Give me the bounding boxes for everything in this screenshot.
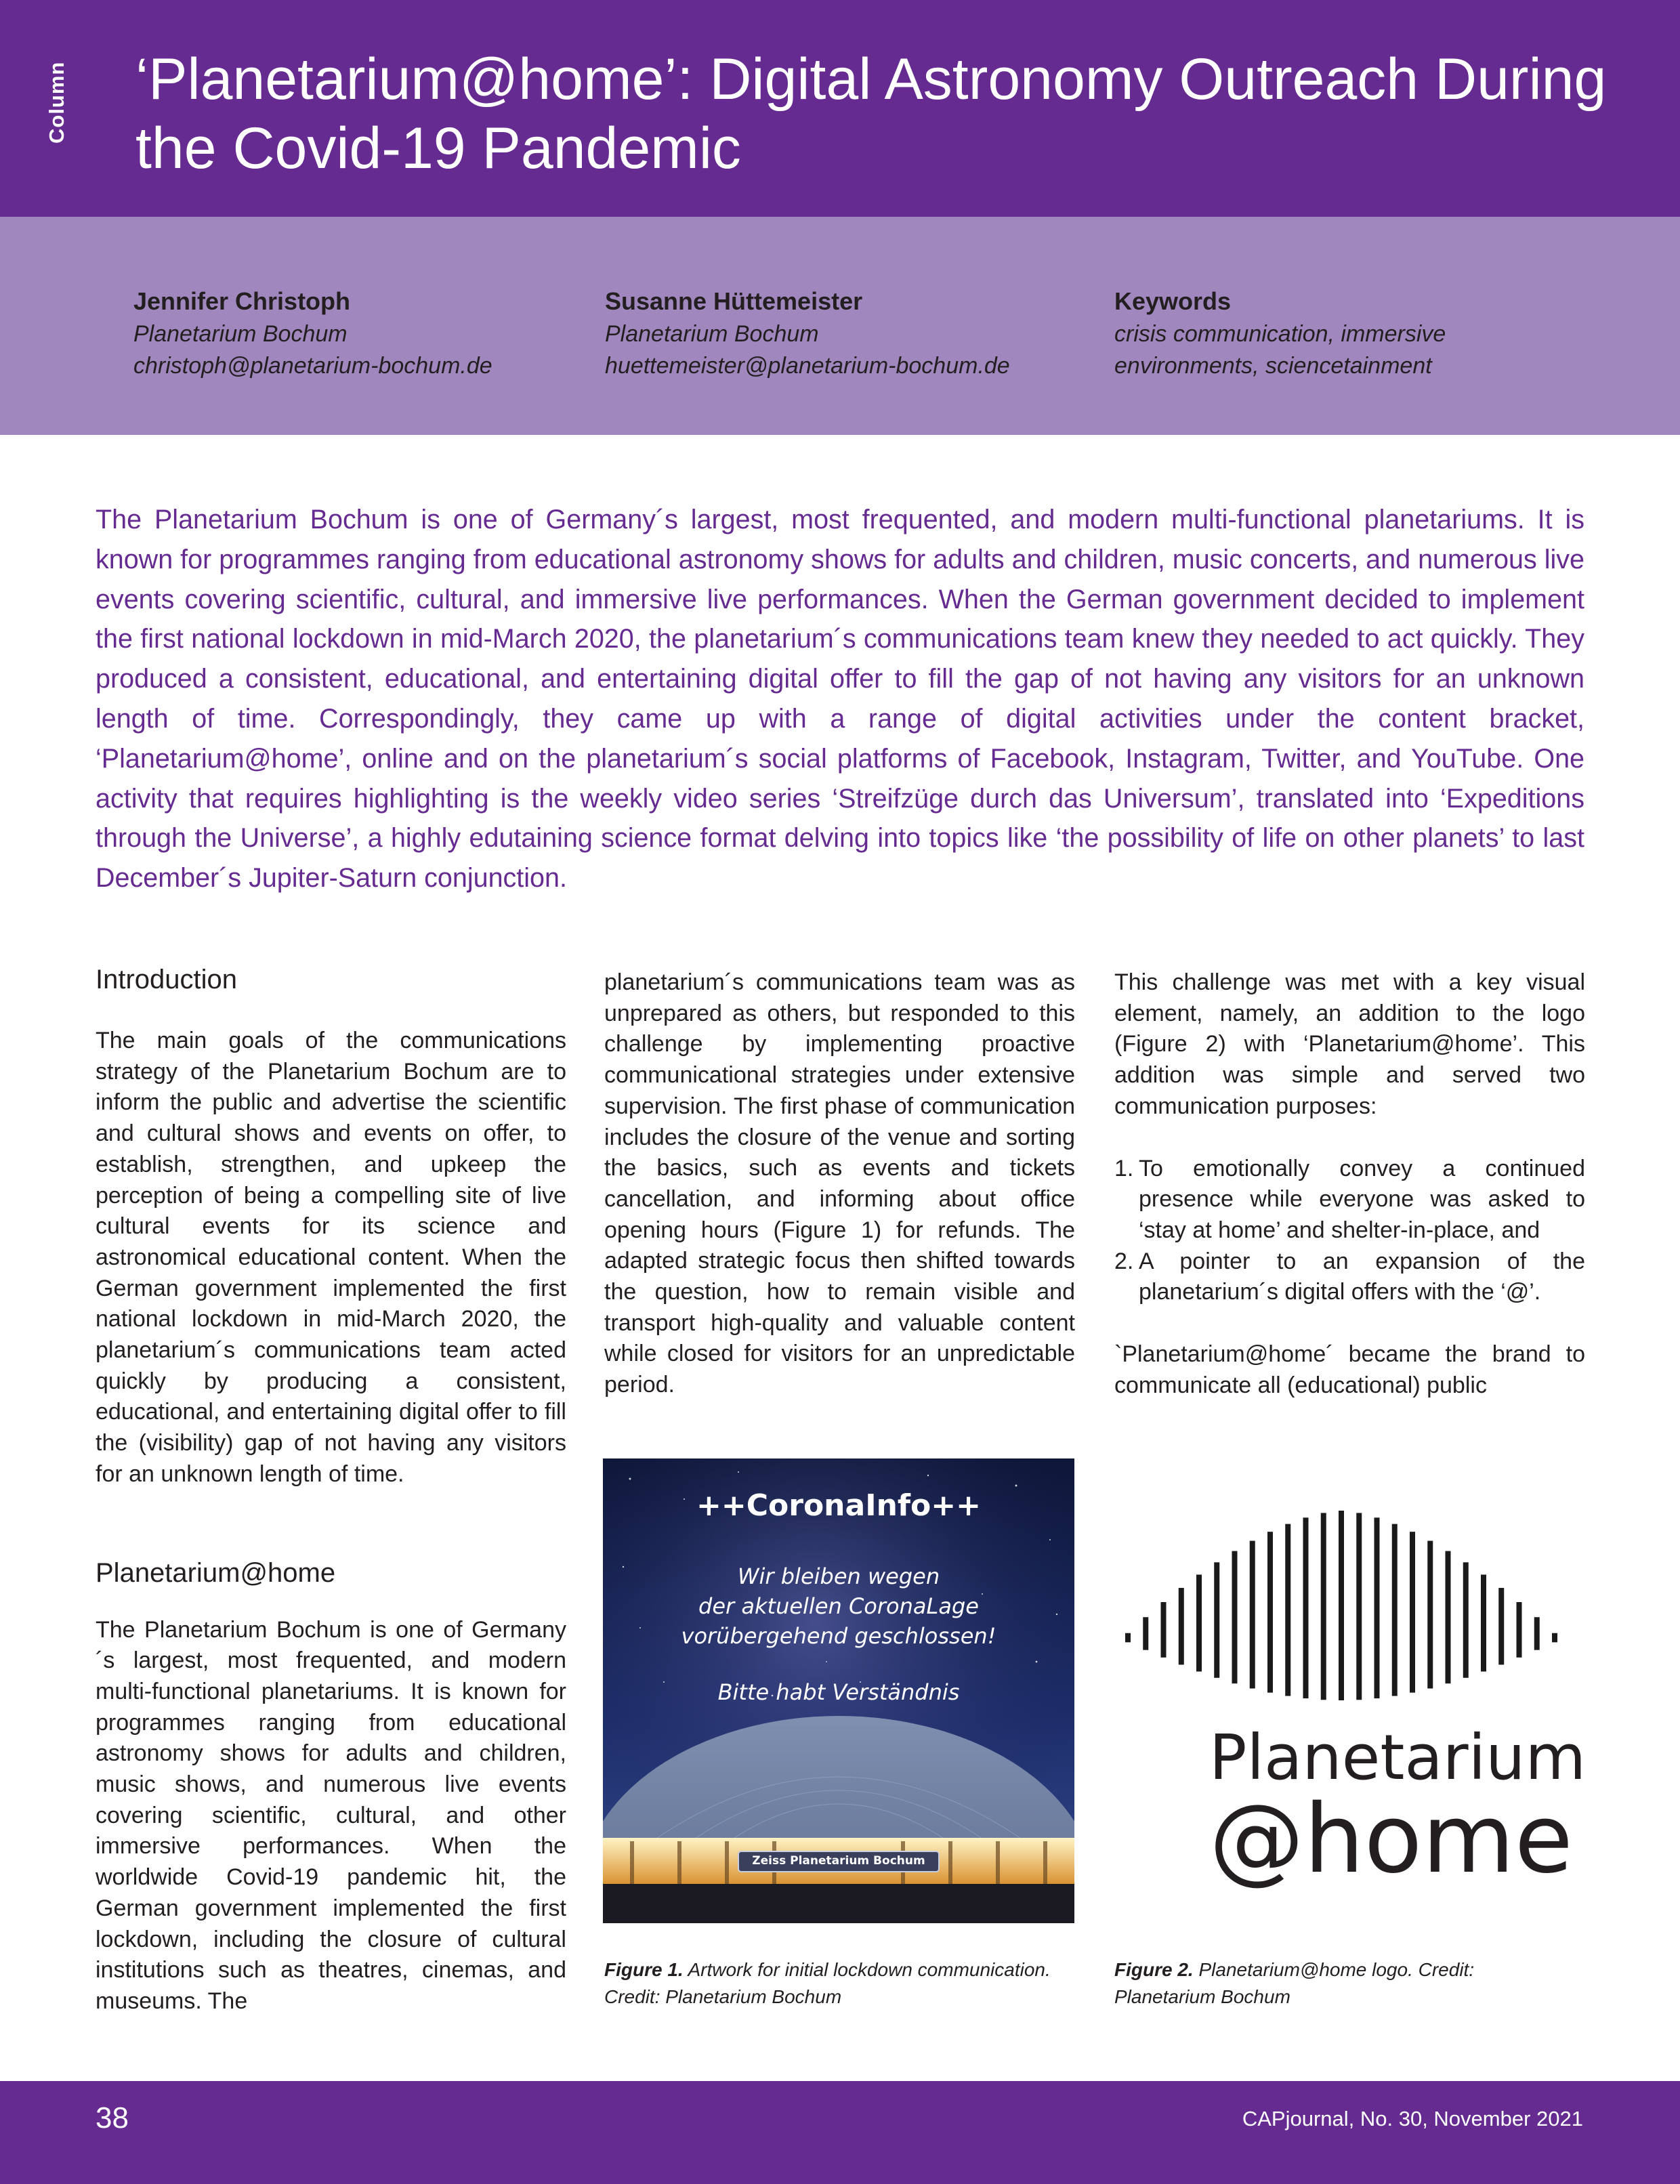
logo-bar [1427, 1541, 1433, 1689]
paragraph: planetarium´s communications team was as unprepared as others, but responded to this challenge by implementing proactive communicational strategies under extensive supervision. The first phase of communication includes the closure of the venue and sorting the basics, such as events and tickets cancellation, and informing about office opening hours (Figure 1) for refunds. The adapted strategic focus then shifted towards the question, how to remain visible and transport high-quality and valuable content while closed for visitors for an unpredictable period. [604, 969, 1075, 1398]
logo-bar [1463, 1562, 1469, 1677]
logo-bar [1179, 1588, 1184, 1664]
logo-bar [1552, 1633, 1557, 1643]
logo-bar [1143, 1617, 1148, 1650]
author-email: huettemeister@planetarium-bochum.de [605, 353, 1010, 379]
paragraph: This challenge was met with a key visual element, namely, an addition to the logo (Figure 2) with ‘Planetarium@home’. This addition was simple and served two communication purposes: [1114, 969, 1585, 1119]
paragraph: `Planetarium@home´ became the brand to communicate all (educational) public [1114, 1341, 1585, 1398]
caption-label: Figure 2. [1114, 1959, 1194, 1980]
logo-bar [1214, 1562, 1219, 1677]
logo-bar [1232, 1551, 1238, 1684]
logo-bar [1161, 1602, 1167, 1658]
list-item [1114, 1246, 1585, 1308]
list-item [1114, 1154, 1585, 1246]
logo-bar [1392, 1524, 1398, 1696]
keywords-line-1: crisis communication, immersive [1114, 321, 1446, 347]
logo-bar [1339, 1511, 1344, 1700]
column-3 [1114, 967, 1585, 1401]
logo-home [1209, 1784, 1573, 1895]
abstract: The Planetarium Bochum is one of Germany´s largest, most frequented, and modern multi-functional planetariums. It is known for programmes ranging from educational astronomy shows for adults and children, music concerts, and numerous live events covering scientific, cultural, and immersive live performances. When the German government decided to implement the first national lockdown in mid-March 2020, the planetarium´s communications team knew they needed to act quickly. They produced a consistent, educational, and entertaining digital offer to fill the gap of not having any visitors for an unknown length of time. Correspondingly, they came up with a range of digital activities under the content bracket, ‘Planetarium@home’, online and on the planetarium´s social platforms of Facebook, Instagram, Twitter, and YouTube. One activity that requires highlighting is the weekly video series ‘Streifzüge durch das Universum’, translated into ‘Expeditions through the Universe’, a highly edutaining science format delving into topics like ‘the possibility of life on other planets’ to last December´s Jupiter-Saturn conjunction. [96, 505, 1584, 894]
author-affiliation: Planetarium Bochum [605, 321, 819, 347]
figure-1-message-line: der aktuellen CoronaLage [698, 1593, 979, 1619]
list-number: 1. [1114, 1155, 1134, 1181]
list-number: 2. [1114, 1248, 1134, 1274]
article-title: ‘Planetarium@home’: Digital Astronomy Outreach During the Covid-19 Pandemic [135, 47, 1607, 181]
caption-label: Figure 1. [604, 1959, 684, 1980]
logo-bar [1285, 1524, 1290, 1696]
author-name: Jennifer Christoph [133, 287, 351, 315]
logo-bar [1410, 1532, 1415, 1692]
figure-1-headline: ++CoronaInfo++ [696, 1488, 981, 1523]
keywords-line-2: environments, sciencetainment [1114, 353, 1432, 379]
purpose-list [1114, 1154, 1585, 1309]
author-email: christoph@planetarium-bochum.de [133, 353, 492, 379]
figure-1-image [603, 1458, 1074, 1923]
logo-bar [1321, 1513, 1326, 1700]
logo-bar [1374, 1517, 1380, 1698]
journal-info: CAPjournal, No. 30, November 2021 [1242, 2107, 1583, 2130]
keywords-label: Keywords [1114, 287, 1232, 315]
column-1 [96, 963, 566, 2017]
keywords-block [1114, 285, 1446, 382]
figure-2-caption [1114, 1956, 1521, 2011]
list-text: A pointer to an expansion of the planetarium´s digital offers with the ‘@’. [1139, 1248, 1585, 1305]
author-1 [133, 285, 492, 382]
caption-text: Artwork for initial lockdown communication. Credit: Planetarium Bochum [604, 1959, 1051, 2007]
figure-2-logo [1114, 1497, 1587, 1895]
list-text: To emotionally convey a continued presence while everyone was asked to ‘stay at home’ and shelter-in-place, and [1139, 1155, 1585, 1243]
logo-bar [1517, 1602, 1522, 1658]
column-2 [604, 967, 1075, 1401]
figure-1-caption [604, 1956, 1078, 2011]
logo-dome-bars [1114, 1497, 1568, 1714]
figure-1-message [603, 1561, 1074, 1651]
logo-bar [1498, 1588, 1504, 1664]
logo-bar [1125, 1633, 1131, 1643]
section-heading-planetarium-home: Planetarium@home [96, 1557, 336, 1588]
column-tag: Column [45, 61, 68, 144]
page-number: 38 [96, 2101, 129, 2135]
logo-bar [1356, 1513, 1362, 1700]
logo-bar [1250, 1541, 1255, 1689]
logo-bar [1196, 1574, 1202, 1671]
caption-text: Planetarium@home logo. Credit: Planetarium Bochum [1114, 1959, 1475, 2007]
author-2 [605, 285, 1010, 382]
author-name: Susanne Hüttemeister [605, 287, 863, 315]
logo-at-sign: @ [1209, 1784, 1304, 1895]
title-banner [0, 0, 1680, 217]
figure-1-sign: Zeiss Planetarium Bochum [752, 1854, 925, 1868]
figure-1-message-line: vorübergehend geschlossen! [681, 1623, 996, 1649]
logo-bar [1534, 1617, 1540, 1650]
logo-bar [1303, 1517, 1309, 1698]
paragraph: The Planetarium Bochum is one of Germany´s largest, most frequented, and modern multi-functional planetariums. It is known for programmes ranging from educational astronomy shows for adults and children, music shows, and numerous live events covering scientific, cultural, and other immersive performances. When the worldwide Covid-19 pandemic hit, the German government implemented the first lockdown, including the closure of cultural institutions such as theatres, cinemas, and museums. The [96, 1616, 566, 2014]
author-affiliation: Planetarium Bochum [133, 321, 348, 347]
section-heading-introduction: Introduction [96, 965, 238, 994]
page-footer [0, 2081, 1680, 2184]
logo-home-text: home [1304, 1784, 1573, 1895]
logo-wordmark: Planetarium [1209, 1721, 1587, 1794]
logo-bar [1267, 1532, 1273, 1692]
figure-1-message-closing: Bitte habt Verständnis [717, 1679, 960, 1705]
logo-bar [1481, 1574, 1486, 1671]
figure-1-message-line: Wir bleiben wegen [737, 1563, 940, 1589]
paragraph: The main goals of the communications strategy of the Planetarium Bochum are to inform the public and advertise the scientific and cultural shows and events on offer, to establish, strengthen, and upkeep the perception of being a compelling site of live cultural events for its science and astronomical educational content. When the German government implemented the first national lockdown in mid-March 2020, the planetarium´s communications team acted quickly by producing a consistent, educational, and entertaining digital offer to fill the (visibility) gap of not having any visitors for an unknown length of time. [96, 1028, 566, 1487]
logo-bar [1446, 1551, 1451, 1684]
